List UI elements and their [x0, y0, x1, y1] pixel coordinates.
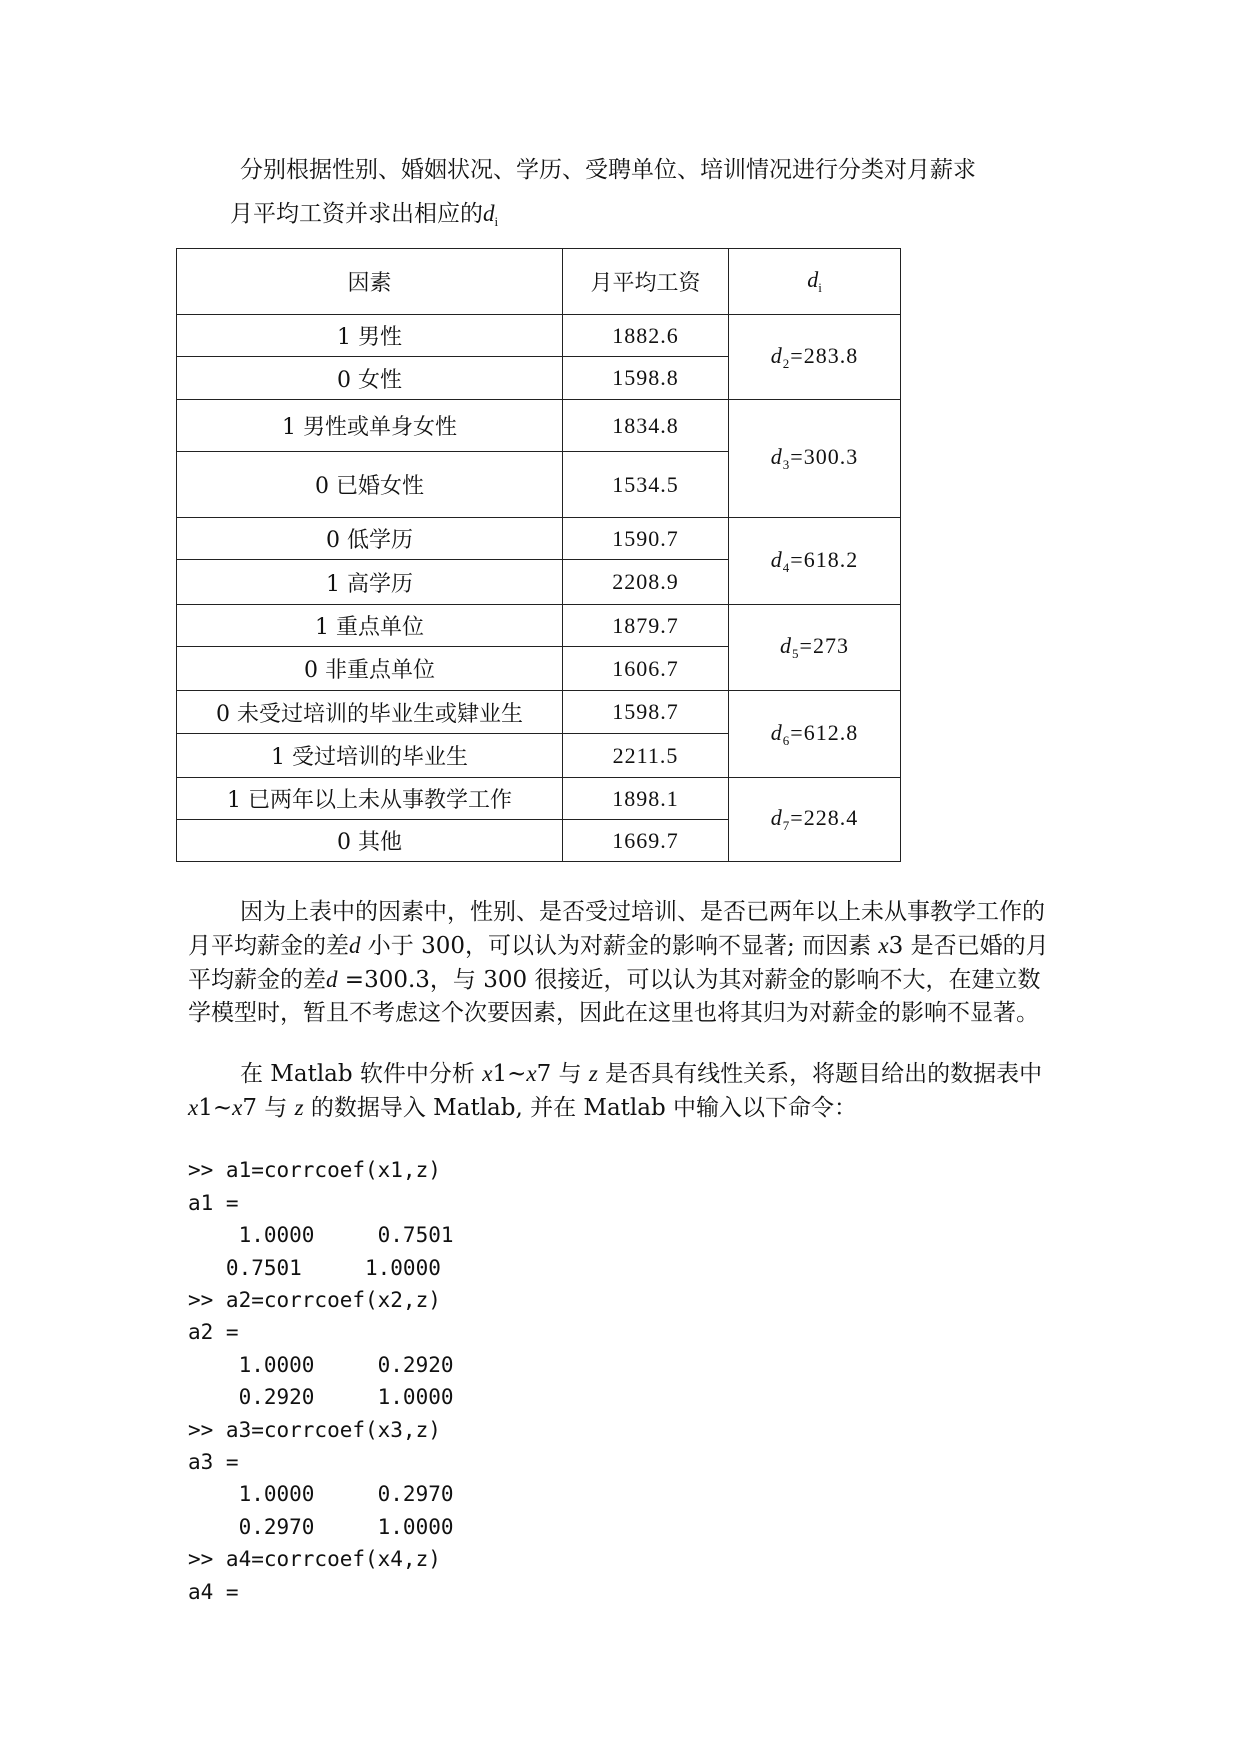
avg-cell: 1590.7 — [563, 518, 729, 560]
d-sub: 4 — [782, 559, 791, 575]
factor-cell: 0 非重点单位 — [177, 647, 563, 691]
d-cell — [729, 315, 901, 400]
d-var: d — [780, 633, 793, 658]
factor-cell: 0 其他 — [177, 820, 563, 862]
code-line: a3 = — [188, 1450, 239, 1475]
code-line: 1.0000 0.2970 — [188, 1482, 454, 1507]
d-sub: 7 — [782, 818, 791, 833]
d-value: =273 — [799, 633, 849, 658]
factor-cell: 1 已两年以上未从事教学工作 — [177, 778, 563, 820]
table-row — [177, 400, 901, 452]
code-line: >> a1=corrcoef(x1,z) — [188, 1158, 441, 1183]
d-var: d — [770, 546, 783, 572]
matlab-code-block — [188, 1122, 454, 1608]
code-line: 0.7501 1.0000 — [188, 1255, 441, 1280]
header-d — [729, 249, 901, 315]
p2-text-4: 是否具有线性关系，将题目给出的数据表中 — [597, 1061, 1043, 1087]
table-row — [177, 691, 901, 734]
p2-var-x1: x — [482, 1061, 493, 1086]
p1-text-2: 小于 300，可以认为对薪金的影响不显著; 而因素 — [360, 933, 879, 959]
d-sub: 5 — [792, 646, 800, 661]
d-cell — [729, 691, 901, 778]
code-line: 0.2920 1.0000 — [188, 1385, 454, 1410]
d-sub: 2 — [782, 355, 791, 371]
p1-text-4: =300.3，与 300 很接近，可以认为其对薪金的影响不大，在建立数学模型时，暂且不考虑这个次要因素，因此在这里也将其归为对薪金的影响不显著。 — [188, 967, 1041, 1026]
matlab-intro-paragraph — [188, 1057, 1050, 1125]
avg-cell: 2211.5 — [563, 734, 729, 778]
factor-cell: 0 已婚女性 — [177, 452, 563, 518]
d-sub: 3 — [782, 457, 791, 472]
p1-var-d: d — [349, 933, 361, 958]
d-value: =612.8 — [790, 719, 859, 745]
code-line: 1.0000 0.2920 — [188, 1352, 454, 1377]
p1-var-x-num: 3 — [888, 933, 904, 959]
p1-text-1: 因为上表中的因素中，性别、是否受过培训、是否已两年以上未从事教学工作的月平均薪金的差 — [188, 899, 1045, 959]
code-line: a2 = — [188, 1320, 239, 1345]
factor-salary-table — [176, 248, 901, 862]
p2-text-5: 1~ — [198, 1095, 233, 1121]
d-value: =228.4 — [790, 805, 859, 830]
p2-var-z: z — [588, 1061, 598, 1086]
avg-cell: 1606.7 — [563, 647, 729, 691]
factor-cell: 0 未受过培训的毕业生或肄业生 — [177, 691, 563, 734]
code-line: >> a4=corrcoef(x4,z) — [188, 1547, 441, 1572]
factor-cell: 0 低学历 — [177, 518, 563, 560]
d-cell — [729, 605, 901, 691]
p2-text-3: 7 与 — [536, 1061, 589, 1087]
table-row — [177, 518, 901, 560]
factor-cell: 0 女性 — [177, 357, 563, 400]
d-var: d — [770, 342, 783, 368]
factor-cell: 1 男性 — [177, 315, 563, 357]
intro-line-2 — [230, 192, 1060, 244]
table-header-row — [177, 249, 901, 315]
header-factor: 因素 — [177, 249, 563, 315]
intro-paragraph — [230, 148, 1060, 244]
p2-text-7: 的数据导入 Matlab, 并在 Matlab 中输入以下命令： — [303, 1095, 858, 1121]
table-row — [177, 315, 901, 357]
intro-line-2-text: 月平均工资并求出相应的 — [230, 201, 483, 227]
d-cell — [729, 518, 901, 605]
d-value: =283.8 — [790, 342, 859, 368]
p2-text-2: 1~ — [492, 1061, 527, 1087]
avg-cell: 1534.5 — [563, 452, 729, 518]
code-line: >> a2=corrcoef(x2,z) — [188, 1288, 441, 1313]
header-d-sub: i — [818, 280, 822, 295]
avg-cell: 1882.6 — [563, 315, 729, 357]
avg-cell: 1898.1 — [563, 778, 729, 820]
code-line: >> a3=corrcoef(x3,z) — [188, 1417, 441, 1442]
d-sub: 6 — [782, 732, 791, 748]
p1-var-x: x — [878, 933, 889, 958]
code-line: 0.2970 1.0000 — [188, 1514, 454, 1539]
p2-var-x7: x — [526, 1061, 537, 1086]
intro-var-sub: i — [494, 214, 499, 229]
p1-var-d2: d — [326, 967, 338, 992]
p2-var-x7b: x — [232, 1095, 243, 1120]
p2-var-x1b: x — [188, 1095, 199, 1120]
d-cell — [729, 778, 901, 862]
p2-var-zb: z — [294, 1095, 304, 1120]
d-var: d — [770, 444, 783, 469]
header-d-var: d — [807, 267, 819, 292]
factor-cell: 1 高学历 — [177, 560, 563, 605]
p1-text-3: 是否已婚的月平均薪金的差 — [188, 933, 1049, 993]
code-line: a1 = — [188, 1190, 239, 1215]
table-row — [177, 778, 901, 820]
factor-cell: 1 重点单位 — [177, 605, 563, 647]
code-line: a4 = — [188, 1579, 239, 1604]
d-value: =300.3 — [790, 444, 859, 469]
avg-cell: 1598.7 — [563, 691, 729, 734]
avg-cell: 1598.8 — [563, 357, 729, 400]
header-avg-salary: 月平均工资 — [563, 249, 729, 315]
avg-cell: 1669.7 — [563, 820, 729, 862]
avg-cell: 2208.9 — [563, 560, 729, 605]
d-cell — [729, 400, 901, 518]
intro-line-1: 分别根据性别、婚姻状况、学历、受聘单位、培训情况进行分类对月薪求 — [240, 157, 976, 183]
table-row — [177, 605, 901, 647]
factor-cell: 1 男性或单身女性 — [177, 400, 563, 452]
analysis-paragraph — [188, 896, 1050, 1030]
p2-text-1: 在 Matlab 软件中分析 — [240, 1061, 483, 1087]
code-line: 1.0000 0.7501 — [188, 1223, 454, 1248]
d-var: d — [770, 719, 783, 745]
d-value: =618.2 — [790, 546, 859, 572]
p2-text-6: 7 与 — [242, 1095, 295, 1121]
intro-var-d: d — [483, 201, 495, 226]
avg-cell: 1879.7 — [563, 605, 729, 647]
avg-cell: 1834.8 — [563, 400, 729, 452]
d-var: d — [770, 805, 783, 830]
factor-cell: 1 受过培训的毕业生 — [177, 734, 563, 778]
